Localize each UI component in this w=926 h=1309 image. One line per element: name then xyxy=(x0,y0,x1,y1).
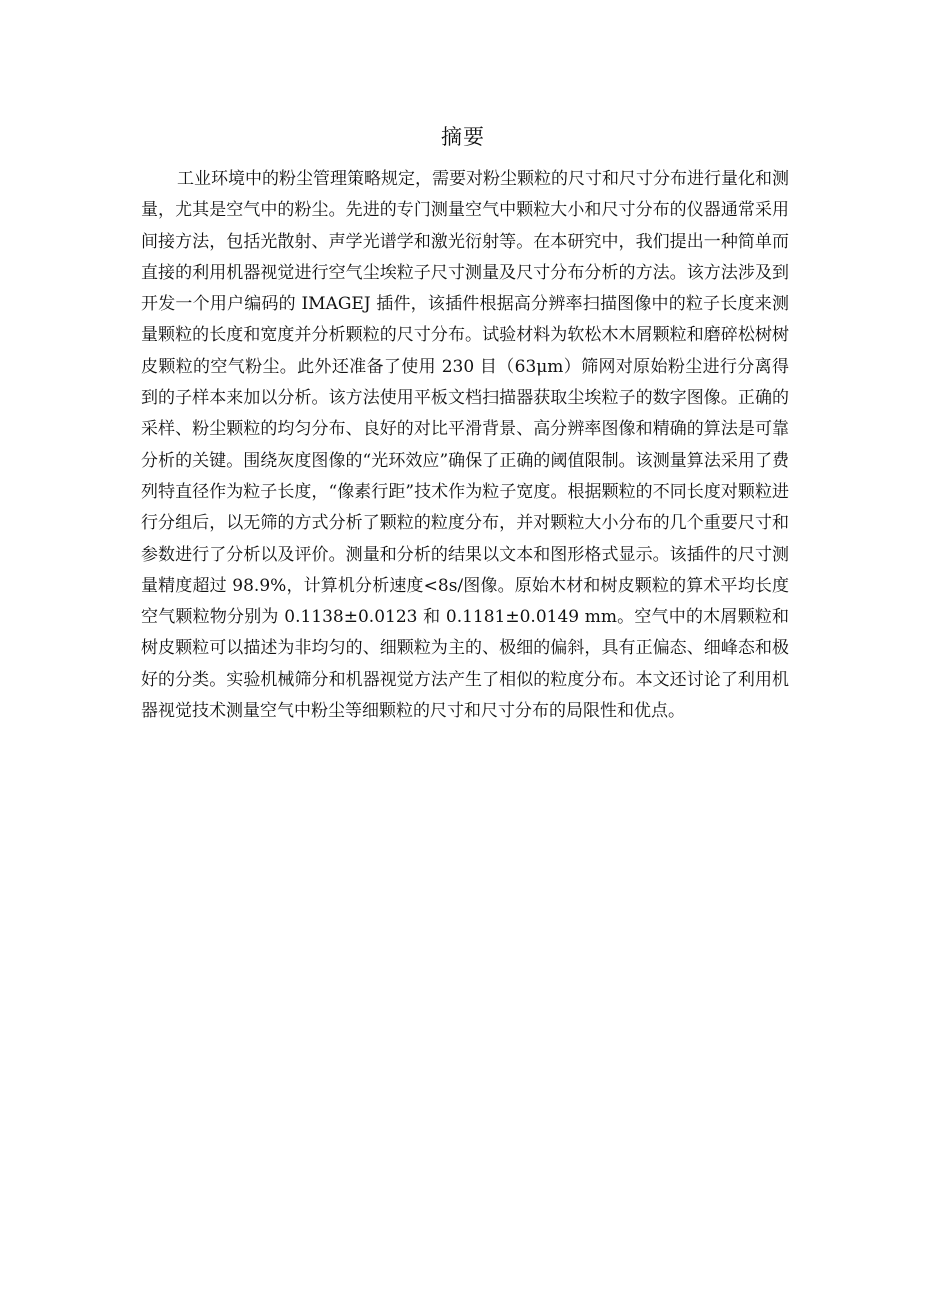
abstract-body: 工业环境中的粉尘管理策略规定，需要对粉尘颗粒的尺寸和尺寸分布进行量化和测量，尤其是空气中的粉尘。先进的专门测量空气中颗粒大小和尺寸分布的仪器通常采用间接方法，包括光散射、声学光谱学和激光衍射等。在本研究中，我们提出一种简单而直接的利用机器视觉进行空气尘埃粒子尺寸测量及尺寸分布分析的方法。该方法涉及到开发一个用户编码的 IMAGEJ 插件，该插件根据高分辨率扫描图像中的粒子长度来测量颗粒的长度和宽度并分析颗粒的尺寸分布。试验材料为软松木木屑颗粒和磨碎松树树皮颗粒的空气粉尘。此外还准备了使用 230 目（63μm）筛网对原始粉尘进行分离得到的子样本来加以分析。该方法使用平板文档扫描器获取尘埃粒子的数字图像。正确的采样、粉尘颗粒的均匀分布、良好的对比平滑背景、高分辨率图像和精确的算法是可靠分析的关键。围绕灰度图像的“光环效应”确保了正确的阈值限制。该测量算法采用了费列特直径作为粒子长度，“像素行距”技术作为粒子宽度。根据颗粒的不同长度对颗粒进行分组后，以无筛的方式分析了颗粒的粒度分布，并对颗粒大小分布的几个重要尺寸和参数进行了分析以及评价。测量和分析的结果以文本和图形格式显示。该插件的尺寸测量精度超过 98.9%，计算机分析速度<8s/图像。原始木材和树皮颗粒的算术平均长度空气颗粒物分别为 0.1138±0.0123 和 0.1181±0.0149 mm。空气中的木屑颗粒和树皮颗粒可以描述为非均匀的、细颗粒为主的、极细的偏斜，具有正偏态、细峰态和极好的分类。实验机械筛分和机器视觉方法产生了相似的粒度分布。本文还讨论了利用机器视觉技术测量空气中粉尘等细颗粒的尺寸和尺寸分布的局限性和优点。 xyxy=(141,169,789,722)
abstract-title: 摘要 xyxy=(441,125,485,149)
